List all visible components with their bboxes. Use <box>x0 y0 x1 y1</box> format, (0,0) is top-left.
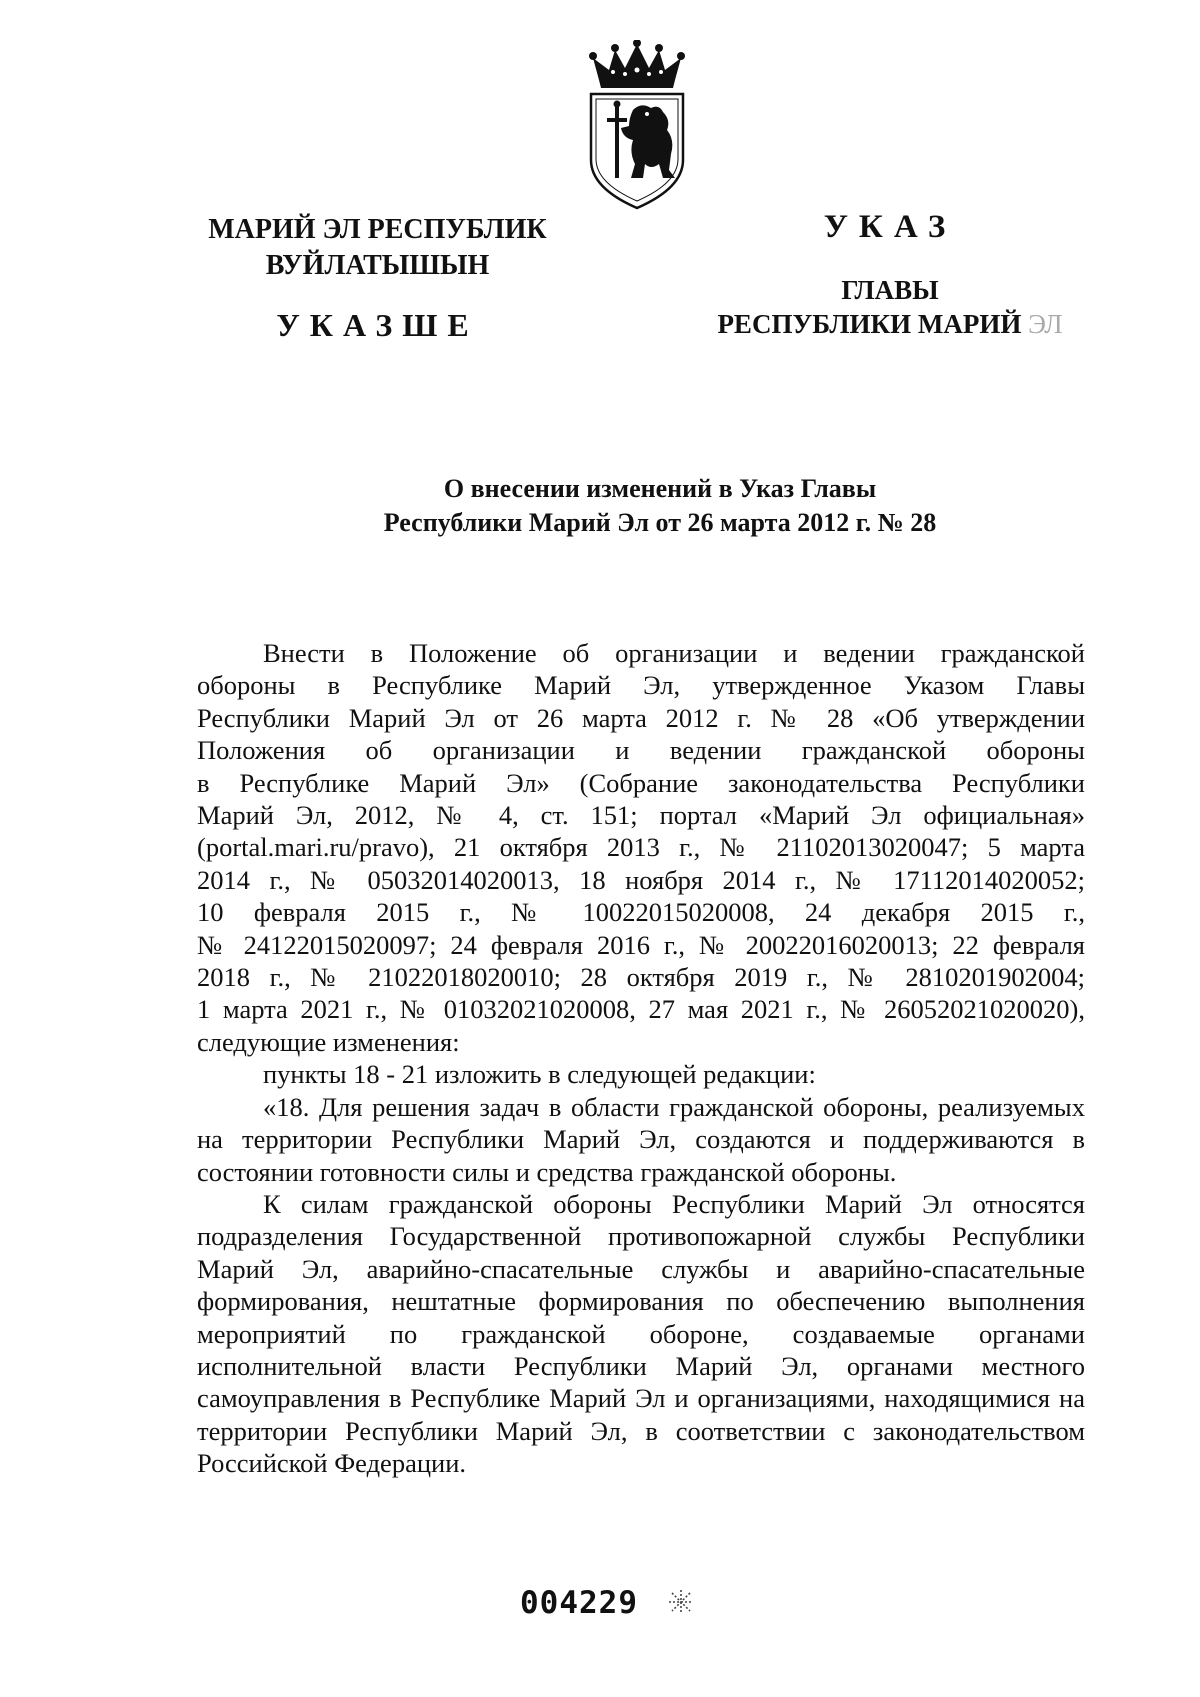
title-line1: О внесении изменений в Указ Главы <box>443 474 877 503</box>
body-paragraph-2: пункты 18 - 21 изложить в следующей редакции: <box>263 1059 816 1090</box>
header-right-line3 <box>690 311 1090 338</box>
body-paragraph-3: «18. Для решения задач в области гражданской обороны, реализуемых на территории Республики Марий Эл, создаются и поддерживаются в состоянии готовности силы и средства гражданской обороны. <box>197 1091 1085 1187</box>
header-left-line2: ВУЙЛАТЫШЫН <box>265 250 490 281</box>
header-left-line1: МАРИЙ ЭЛ РЕСПУБЛИК <box>208 214 547 245</box>
body-paragraph-1-line3: Республики Марий Эл от 26 марта 2012 г. № 28 «Об утверждении <box>197 702 1085 733</box>
body-paragraph-4: К силам гражданской обороны Республики Марий Эл относятся подразделения Государственной противопожарной службы Республики Марий Эл, аварийно-спасательные службы и аварийно-спасательные формирования, нештатные формирования по обеспечению выполнения мероприятий по гражданской обороне, создаваемые органами исполнительной власти Республики Марий Эл, органами местного самоуправления в Республике Марий Эл и организациями, находящимися на территории Республики Марий Эл, в соответствии с законодательством Российской Федерации. <box>197 1188 1085 1479</box>
body-paragraph-1-line1: Внести в Положение об организации и ведении гражданской <box>263 638 1085 668</box>
body-paragraph-1-line4: Положения об организации и ведении гражданской обороны <box>197 735 1085 766</box>
serial-number: 004229 <box>520 1585 638 1621</box>
coat-of-arms-emblem <box>585 40 689 210</box>
body-paragraph-1-line11: 2018 г., № 21022018020010; 28 октября 2019 г., № 2810201902004; <box>197 962 1085 993</box>
body-paragraph-1-line10: № 24122015020097; 24 февраля 2016 г., № 20022016020013; 22 февраля <box>197 929 1085 960</box>
header-right-line1: УКАЗ <box>823 209 957 245</box>
body-paragraph-1-line8: 2014 г., № 05032014020013, 18 ноября 2014 г., № 17112014020052; <box>197 864 1085 895</box>
body-paragraph-1-line12: 1 марта 2021 г., № 01032021020008, 27 мая 2021 г., № 26052021020020), <box>197 994 1085 1025</box>
body-paragraph-1-line2: обороны в Республике Марий Эл, утвержденное Указом Главы <box>197 670 1085 701</box>
body-paragraph-1-line13: следующие изменения: <box>197 1026 460 1057</box>
body-paragraph-1-line7: (portal.mari.ru/pravo), 21 октября 2013 г., № 21102013020047; 5 марта <box>197 832 1085 863</box>
body-paragraph-1-line5: в Республике Марий Эл» (Собрание законодательства Республики <box>197 767 1085 798</box>
header-left-line3: УКАЗШЕ <box>276 307 479 343</box>
body-paragraph-1-line9: 10 февраля 2015 г., № 10022015020008, 24 декабря 2015 г., <box>197 897 1085 928</box>
seal-star-icon <box>667 1588 695 1616</box>
header-right-line2: ГЛАВЫ <box>841 275 939 305</box>
header-right-line3-main: РЕСПУБЛИКИ МАРИЙ <box>717 309 1022 339</box>
header-right-line3-faded: ЭЛ <box>1028 309 1063 339</box>
document-title <box>180 472 1140 540</box>
document-body <box>197 637 1085 1480</box>
body-paragraph-1-line6: Марий Эл, 2012, № 4, ст. 151; портал «Марий Эл официальная» <box>197 800 1085 831</box>
title-line2: Республики Марий Эл от 26 марта 2012 г. № 28 <box>383 508 937 537</box>
